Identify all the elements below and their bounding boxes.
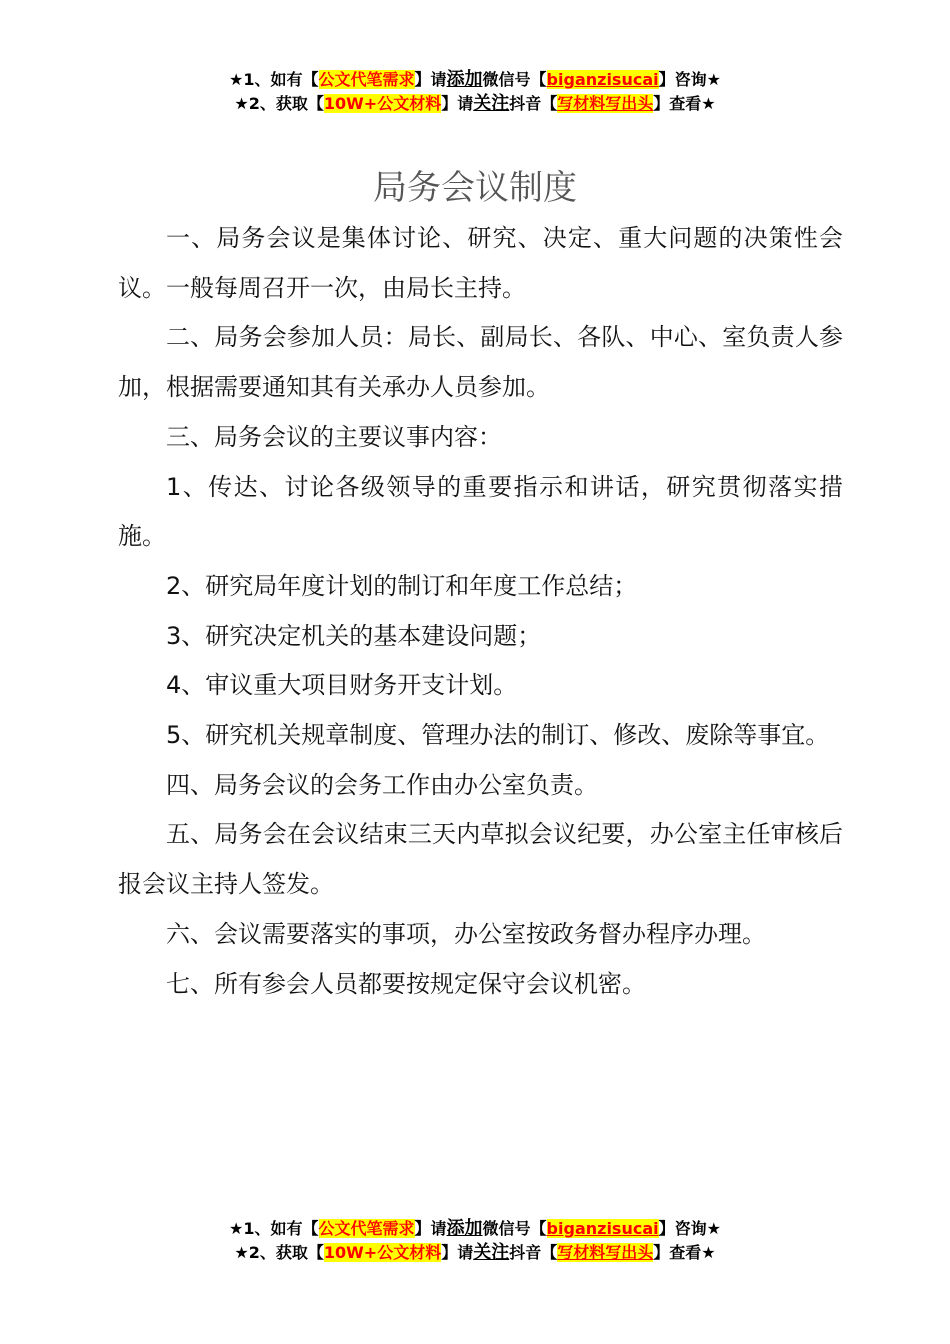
paragraph: 四、局务会议的会务工作由办公室负责。 bbox=[166, 770, 598, 799]
banner-text: 】查看★ bbox=[653, 1243, 716, 1262]
paragraph: 六、会议需要落实的事项，办公室按政务督办程序办理。 bbox=[166, 919, 766, 948]
top-banner bbox=[0, 68, 950, 116]
bottom-banner bbox=[0, 1217, 950, 1265]
banner-text: 微信号【 bbox=[482, 1219, 547, 1238]
banner-text: 抖音【 bbox=[509, 1243, 558, 1262]
banner-account: 写材料写出头 bbox=[557, 94, 654, 113]
banner-line-2 bbox=[0, 1241, 950, 1265]
banner-emphasis: 关注 bbox=[473, 1242, 510, 1263]
banner-wechat-id: biganzisucai bbox=[546, 1219, 659, 1238]
banner-emphasis: 添加 bbox=[446, 1218, 483, 1239]
banner-highlight: 公文代笔需求 bbox=[318, 1219, 415, 1238]
banner-text: 】咨询★ bbox=[658, 70, 721, 89]
paragraph: 三、局务会议的主要议事内容： bbox=[166, 422, 502, 451]
banner-text: ★1、如有【 bbox=[229, 1219, 319, 1238]
banner-highlight: 10W+公文材料 bbox=[323, 94, 442, 113]
document-title: 局务会议制度 bbox=[373, 168, 577, 208]
document-body bbox=[118, 214, 843, 1009]
paragraph: 1、传达、讨论各级领导的重要指示和讲话，研究贯彻落实措施。 bbox=[118, 472, 843, 551]
paragraph: 3、研究决定机关的基本建设问题； bbox=[166, 621, 542, 650]
banner-highlight: 公文代笔需求 bbox=[318, 70, 415, 89]
banner-wechat-id: biganzisucai bbox=[546, 70, 659, 89]
banner-emphasis: 关注 bbox=[473, 93, 510, 114]
paragraph: 一、局务会议是集体讨论、研究、决定、重大问题的决策性会议。一般每周召开一次，由局长主持。 bbox=[118, 224, 843, 302]
paragraph: 七、所有参会人员都要按规定保守会议机密。 bbox=[166, 969, 646, 998]
banner-emphasis: 添加 bbox=[446, 69, 483, 90]
banner-text: 】咨询★ bbox=[658, 1219, 721, 1238]
paragraph: 4、审议重大项目财务开支计划。 bbox=[166, 671, 518, 700]
banner-text: 】查看★ bbox=[653, 94, 716, 113]
banner-text: 微信号【 bbox=[482, 70, 547, 89]
banner-text: ★2、获取【 bbox=[234, 94, 324, 113]
banner-text: 】请 bbox=[414, 70, 447, 89]
banner-text: 】请 bbox=[414, 1219, 447, 1238]
paragraph: 五、局务会在会议结束三天内草拟会议纪要，办公室主任审核后报会议主持人签发。 bbox=[118, 820, 843, 899]
paragraph: 二、局务会参加人员：局长、副局长、各队、中心、室负责人参加，根据需要通知其有关承办人员参加。 bbox=[118, 323, 843, 402]
banner-text: ★1、如有【 bbox=[229, 70, 319, 89]
banner-text: 】请 bbox=[441, 94, 474, 113]
banner-line-2 bbox=[0, 92, 950, 116]
banner-text: 】请 bbox=[441, 1243, 474, 1262]
banner-line-1 bbox=[0, 1217, 950, 1241]
banner-text: 抖音【 bbox=[509, 94, 558, 113]
banner-account: 写材料写出头 bbox=[557, 1243, 654, 1262]
banner-text: ★2、获取【 bbox=[234, 1243, 324, 1262]
paragraph: 2、研究局年度计划的制订和年度工作总结； bbox=[166, 571, 638, 600]
banner-highlight: 10W+公文材料 bbox=[323, 1243, 442, 1262]
banner-line-1 bbox=[0, 68, 950, 92]
paragraph: 5、研究机关规章制度、管理办法的制订、修改、废除等事宜。 bbox=[166, 721, 830, 750]
